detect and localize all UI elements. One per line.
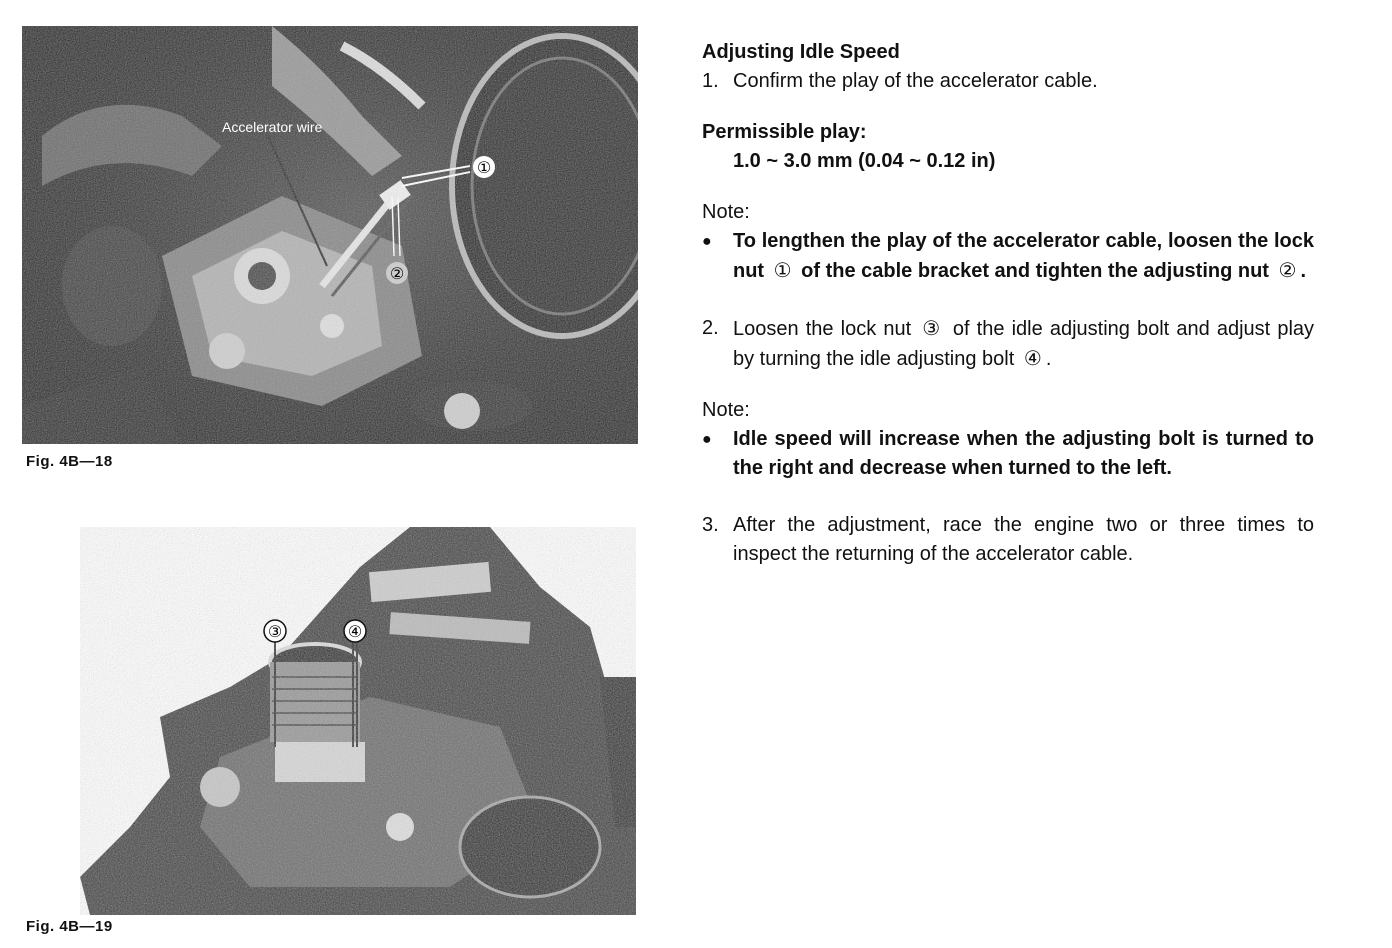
step-2-text-a: Loosen the lock nut <box>733 318 912 340</box>
note-1-text-b: of the cable bracket and tighten the adjusting nut <box>801 260 1269 282</box>
callout-1: ① <box>476 158 492 177</box>
section-heading: Adjusting Idle Speed <box>702 41 900 63</box>
bullet-icon: ● <box>702 233 712 250</box>
note-2-label: Note: <box>702 399 750 421</box>
step-1-text: Confirm the play of the accelerator cable. <box>733 70 1098 92</box>
figure-photo-idle-adjusting-bolt <box>70 527 636 915</box>
step-3 <box>702 511 1314 569</box>
engine-photo-1 <box>22 26 638 444</box>
step-2-text-c: . <box>1045 348 1052 370</box>
step-2-callout-4: ④ <box>1023 346 1042 370</box>
permissible-play-value: 1.0 ~ 3.0 mm (0.04 ~ 0.12 in) <box>733 150 996 172</box>
step-1 <box>702 67 1314 96</box>
note-2-item <box>702 425 1314 483</box>
callout-3: ③ <box>267 622 283 641</box>
procedure-text <box>702 38 1314 569</box>
callout-4: ④ <box>347 622 363 641</box>
permissible-play-label: Permissible play: <box>702 121 867 143</box>
step-2-number: 2. <box>702 317 719 339</box>
figure-photo-carburetor-cable <box>22 26 638 444</box>
bullet-icon: ● <box>702 431 712 448</box>
step-2 <box>702 314 1314 374</box>
engine-photo-2 <box>70 527 636 915</box>
step-2-text-b: of the idle adjusting bolt and adjust play by turning the idle adjusting bolt <box>733 318 1315 370</box>
note-1-text-a: To lengthen the play of the accelerator cable, loosen the lock nut <box>733 230 1314 282</box>
note-1-label: Note: <box>702 201 750 223</box>
note-1-callout-2: ② <box>1278 258 1297 282</box>
step-3-text: After the adjustment, race the engine two or three times to inspect the returning of the accelerator cable. <box>733 514 1314 565</box>
figure-caption-2: Fig. 4B—19 <box>26 918 113 935</box>
note-1-callout-1: ① <box>773 258 792 282</box>
note-2-text: Idle speed will increase when the adjusting bolt is turned to the right and decrease when turned to the left. <box>733 428 1314 479</box>
note-1-item <box>702 227 1314 286</box>
note-1-text-c: . <box>1300 260 1307 282</box>
step-1-number: 1. <box>702 70 719 92</box>
accelerator-wire-label: Accelerator wire <box>222 119 323 135</box>
step-3-number: 3. <box>702 514 719 536</box>
step-2-callout-3: ③ <box>922 316 942 340</box>
callout-2: ② <box>389 264 405 283</box>
figure-caption-1: Fig. 4B—18 <box>26 453 113 470</box>
